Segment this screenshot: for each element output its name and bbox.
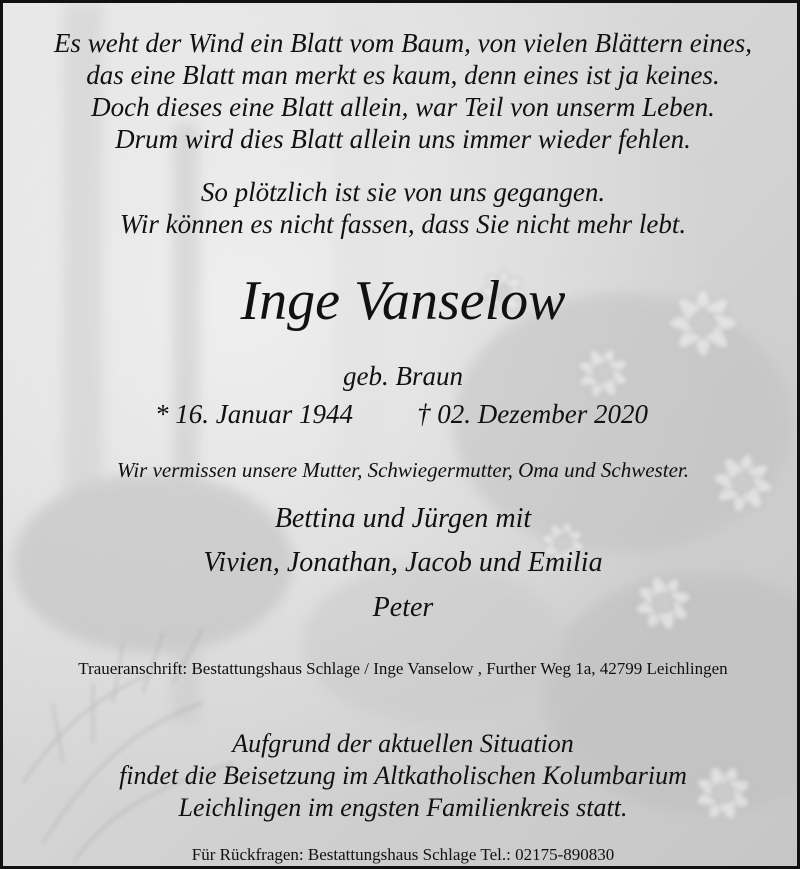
mourner-line: Vivien, Jonathan, Jacob und Emilia: [203, 547, 603, 578]
intro-line: Wir können es nicht fassen, dass Sie nicht mehr lebt.: [119, 209, 687, 239]
birth-name: geb. Braun: [343, 361, 463, 391]
notice-content: [3, 3, 800, 869]
contact-info: Für Rückfragen: Bestattungshaus Schlage Tel.: 02175-890830: [191, 845, 615, 864]
mourner-line: Peter: [372, 592, 434, 623]
poem-line: Doch dieses eine Blatt allein, war Teil von unserm Leben.: [91, 92, 715, 122]
birth-date: * 16. Januar 1944: [155, 399, 353, 429]
deceased-name: Inge Vanselow: [240, 270, 566, 332]
mourners-intro: Wir vermissen unsere Mutter, Schwiegermutter, Oma und Schwester.: [117, 458, 689, 482]
funeral-info-line: Aufgrund der aktuellen Situation: [232, 729, 574, 758]
poem-line: Drum wird dies Blatt allein uns immer wieder fehlen.: [115, 124, 691, 154]
poem-line: Es weht der Wind ein Blatt vom Baum, von vielen Blättern eines,: [53, 28, 753, 58]
death-date: † 02. Dezember 2020: [417, 399, 648, 429]
mourner-line: Bettina und Jürgen mit: [274, 503, 532, 534]
funeral-info-line: findet die Beisetzung im Altkatholischen Kolumbarium: [119, 761, 687, 790]
funeral-info-line: Leichlingen im engsten Familienkreis statt.: [178, 793, 628, 822]
mourning-address: Traueranschrift: Bestattungshaus Schlage / Inge Vanselow , Further Weg 1a, 42799 Leichlingen: [78, 659, 728, 678]
poem-line: das eine Blatt man merkt es kaum, denn eines ist ja keines.: [86, 60, 720, 90]
intro-line: So plötzlich ist sie von uns gegangen.: [200, 177, 606, 207]
